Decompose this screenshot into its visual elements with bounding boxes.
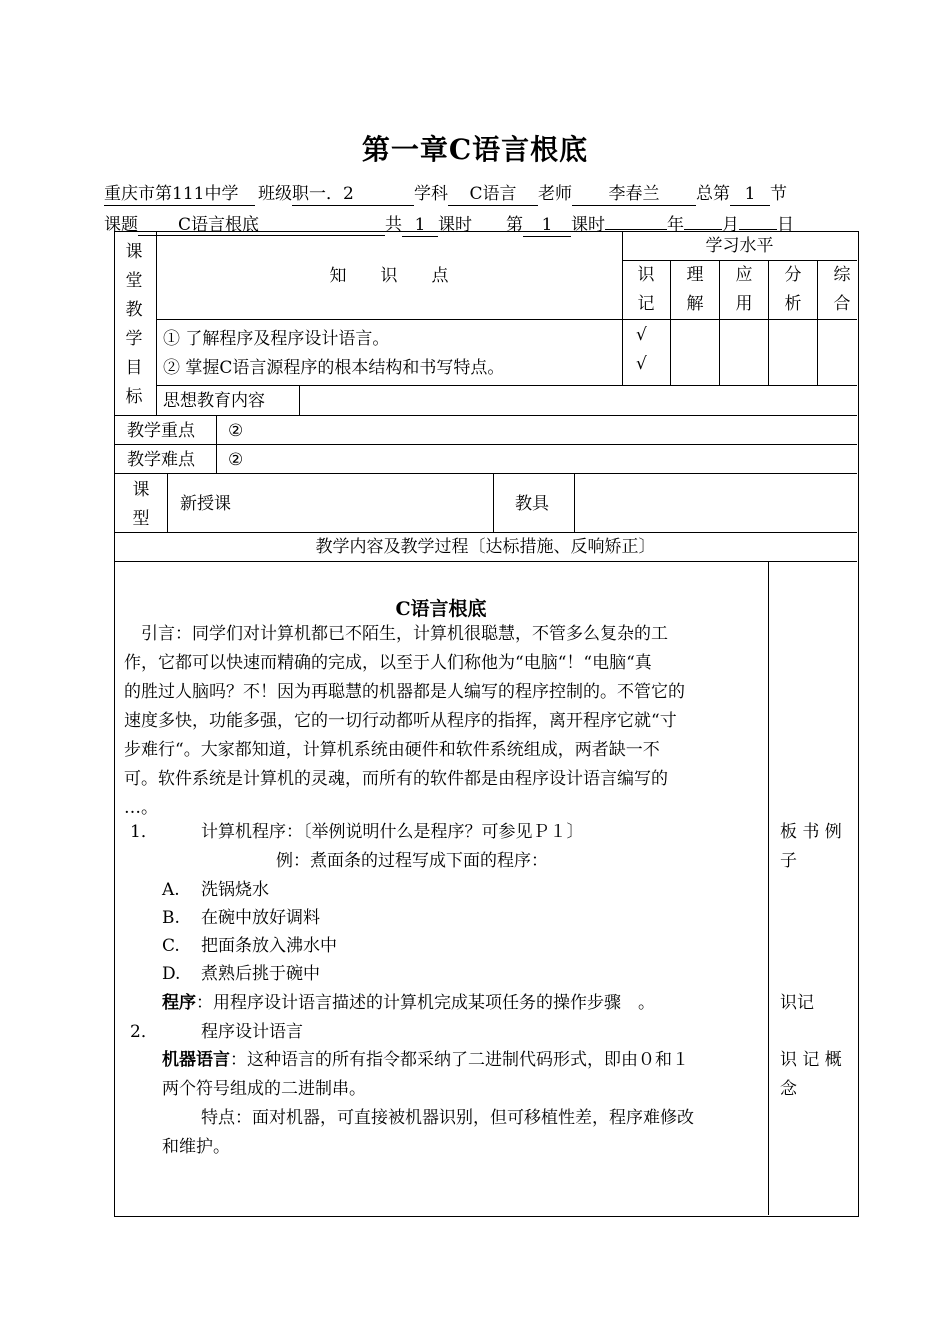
month-blank bbox=[684, 208, 722, 230]
key-value: ② bbox=[228, 421, 244, 441]
section-title: C语言根底 bbox=[395, 598, 487, 620]
grid-line bbox=[156, 385, 857, 386]
goal-item: ① 了解程序及程序设计语言。 bbox=[163, 329, 390, 349]
day-label: 日 bbox=[777, 215, 794, 235]
feature-line: 特点：面对机器，可直接被机器识别，但可移植性差，程序难修改 bbox=[201, 1108, 694, 1128]
item2-number: 2． bbox=[130, 1022, 158, 1042]
type-label: 课 型 bbox=[132, 480, 150, 529]
subject-label: 学科 bbox=[414, 184, 448, 204]
check-mark: √ bbox=[636, 354, 647, 374]
grid-line bbox=[156, 319, 857, 320]
level-header: 学习水平 bbox=[705, 236, 774, 256]
example-line: 例：煮面条的过程写成下面的程序： bbox=[276, 851, 548, 871]
program-label: 程序 bbox=[162, 993, 196, 1013]
class-value: 职一．2 bbox=[292, 184, 414, 206]
item1-text: 计算机程序：〔举例说明什么是程序？可参见Ｐ１〕 bbox=[201, 822, 584, 842]
side-note: 念 bbox=[780, 1079, 797, 1099]
program-definition bbox=[162, 989, 655, 1017]
total-unit: 节 bbox=[770, 184, 787, 204]
school-name: 重庆市第111中学 bbox=[104, 184, 255, 206]
item2-text: 程序设计语言 bbox=[201, 1022, 303, 1042]
feature-line-cont: 和维护。 bbox=[162, 1137, 230, 1157]
difficulty-label: 教学难点 bbox=[127, 450, 195, 470]
check-mark: √ bbox=[636, 325, 647, 345]
year-blank bbox=[605, 208, 667, 230]
knowledge-header: 知 识 点 bbox=[329, 266, 449, 286]
goal-side-label: 课 堂 教 学 目 标 bbox=[125, 242, 143, 407]
month-label: 月 bbox=[722, 215, 739, 235]
nth-label: 第 bbox=[506, 215, 523, 235]
topic-label: 课题 bbox=[104, 215, 138, 235]
step-text: 在碗中放好调料 bbox=[201, 908, 320, 928]
nth-value: 1 bbox=[523, 215, 571, 237]
hours-unit: 课时 bbox=[438, 215, 472, 235]
teacher-label: 老师 bbox=[538, 184, 572, 204]
total-label: 总第 bbox=[696, 184, 730, 204]
grid-line bbox=[299, 385, 300, 415]
ideology-label: 思想教育内容 bbox=[163, 391, 265, 411]
step-letter: C. bbox=[162, 936, 180, 956]
grid-line bbox=[114, 444, 857, 445]
step-text: 煮熟后挑于碗中 bbox=[201, 964, 320, 984]
page-title: 第一章C语言根底 bbox=[361, 133, 589, 166]
level-apply: 应 用 bbox=[735, 265, 753, 314]
total-value: 1 bbox=[730, 184, 770, 206]
day-blank bbox=[739, 208, 777, 230]
grid-line bbox=[167, 473, 168, 532]
level-synthesize: 综 合 bbox=[833, 265, 851, 314]
hours-label: 共 bbox=[385, 215, 402, 235]
grid-line bbox=[114, 561, 857, 562]
grid-line bbox=[114, 415, 857, 416]
topic-value: C语言根底 bbox=[138, 215, 385, 236]
level-recall: 识 记 bbox=[637, 265, 655, 314]
step-letter: D. bbox=[162, 964, 181, 984]
difficulty-value: ② bbox=[228, 450, 244, 470]
program-text: ：用程序设计语言描述的计算机完成某项任务的操作步骤 。 bbox=[196, 993, 655, 1013]
nth-unit: 课时 bbox=[571, 215, 605, 235]
grid-line bbox=[574, 473, 575, 532]
side-note: 板 书 例 bbox=[780, 822, 842, 842]
class-label: 班级 bbox=[258, 184, 292, 204]
item1-number: 1． bbox=[130, 822, 158, 842]
side-note: 子 bbox=[780, 851, 797, 871]
grid-line bbox=[156, 231, 157, 415]
step-letter: A. bbox=[162, 880, 180, 900]
hours-value: 1 bbox=[402, 215, 438, 237]
intro-paragraph: 引言：同学们对计算机都已不陌生，计算机很聪慧，不管多么复杂的工 作，它都可以快速而精确的完成，以至于人们称他为“电脑“！“电脑“真 的胜过人脑吗？不！因为再聪慧的机器都是人编写的程序控制的。不管它的 速度多快，功能多强，它的一切行动都听从程序的指挥，离开程序它就“寸 步难行“。大家都知道，计算机系统由硬件和软件系统组成，两者缺一不 可。软件系统是计算机的灵魂，而所有的软件都是由程序设计语言编写的 …。 bbox=[124, 624, 685, 818]
header-line-1 bbox=[104, 179, 787, 206]
key-label: 教学重点 bbox=[127, 421, 195, 441]
year-label: 年 bbox=[667, 215, 684, 235]
step-text: 把面条放入沸水中 bbox=[201, 936, 337, 956]
grid-line bbox=[493, 473, 494, 532]
tools-label: 教具 bbox=[515, 494, 549, 514]
machine-text: ：这种语言的所有指令都采纳了二进制代码形式，即由０和１ bbox=[230, 1050, 689, 1070]
machine-text-cont: 两个符号组成的二进制串。 bbox=[162, 1079, 366, 1099]
side-note: 识记 bbox=[780, 993, 814, 1013]
step-letter: B. bbox=[162, 908, 180, 928]
level-analyze: 分 析 bbox=[784, 265, 802, 314]
type-value: 新授课 bbox=[180, 494, 231, 514]
subject-value: C语言 bbox=[448, 184, 538, 206]
goal-item: ② 掌握C语言源程序的根本结构和书写特点。 bbox=[163, 358, 505, 378]
grid-line bbox=[768, 561, 769, 1215]
process-header: 教学内容及教学过程〔达标措施、反响矫正〕 bbox=[315, 537, 656, 557]
teacher-value: 李春兰 bbox=[572, 184, 696, 206]
grid-line bbox=[114, 473, 857, 474]
level-understand: 理 解 bbox=[686, 265, 704, 314]
step-text: 洗锅烧水 bbox=[201, 880, 269, 900]
machine-label: 机器语言 bbox=[162, 1050, 230, 1070]
side-note: 识 记 概 bbox=[780, 1050, 842, 1070]
machine-language-line bbox=[162, 1046, 689, 1074]
